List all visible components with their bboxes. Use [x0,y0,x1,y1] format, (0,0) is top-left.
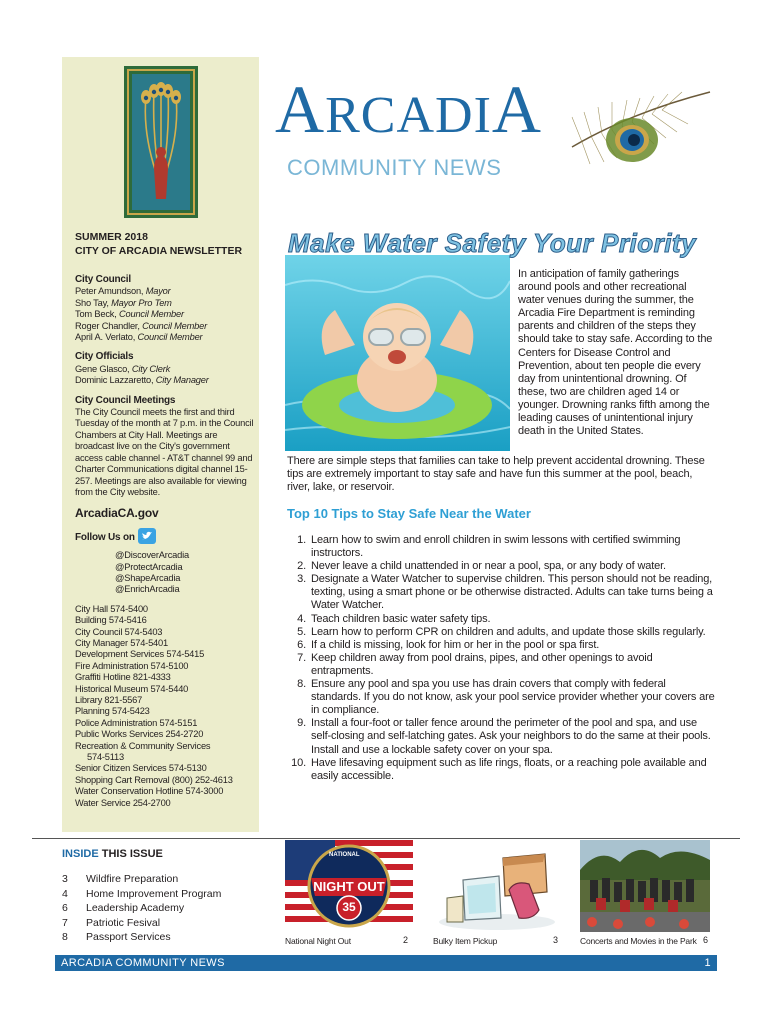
badge-number: 35 [342,900,356,914]
article-paragraph: There are simple steps that families can take to help prevent accidental drowning. These tips are extremely important to stay safe and have fun this summer at the pool, beach, river, lake, or reservoir. [287,455,705,494]
phone-entry: Library 821-5567 [75,695,143,705]
phone-entry: Building 574-5416 [75,615,147,626]
feature-page-number: 3 [553,935,559,945]
phone-entry: Planning 574-5423 [75,706,150,717]
inside-issue-heading: INSIDE THIS ISSUE [62,848,163,860]
phone-entry: 574-5113 [87,752,124,763]
footer-page-number: 1 [704,957,711,969]
toc-item[interactable]: 7 Patriotic Fesival [62,916,161,929]
phone-entry: Fire Administration 574-5100 [75,660,189,671]
article-intro: In anticipation of family gatherings around pools and other recreational water venues during the summer, the Arcadia Fire Department is reminding parents and children of the steps they should take to stay safe. According to the Centers for Disease Control and Prevention, about ten people die every day from unintentional drowning. Of these, two are children aged 14 or younger. Drowning ranks fifth among the leading causes of unintentional injury death in the United States. [518,268,713,438]
feature-caption[interactable]: National Night Out [285,936,351,946]
toc-item[interactable]: 3 Wildfire Preparation [62,873,179,885]
phone-entry: Public Works Services 254-2720 [75,729,204,740]
footer-label: ARCADIA COMMUNITY NEWS [61,957,225,969]
issue-season: SUMMER 2018 [75,231,148,243]
tips-list [287,534,717,783]
tip-item: 7. Keep children away from pool drains, pipes, and other openings to avoid entrapments. [297,651,653,677]
phone-entry: Senior Citizen Services 574-5130 [75,763,207,774]
tip-item: 2. Never leave a child unattended in or near a pool, spa, or any body of water. [297,560,666,573]
phone-entry: Water Conservation Hotline 574-3000 [75,786,224,797]
twitter-icon[interactable] [138,528,156,547]
phone-entry: City Manager 574-5401 [75,637,168,648]
phone-entry: Shopping Cart Removal (800) 252-4613 [75,774,233,785]
social-handle[interactable]: @EnrichArcadia [115,584,180,595]
section-divider [32,838,740,839]
council-heading: City Council [75,274,131,285]
sidebar-content [75,230,255,809]
feature-caption[interactable]: Concerts and Movies in the Park [580,936,697,946]
meetings-text: The City Council meets the first and third Tuesday of the month at 7 p.m. in the Council Chambers at City Hall. Meetings are broadcast live on the City's government access cable channel - AT&T channel 99 and Charter Communications digital channel 15-257. Meetings are also available for viewing from the City website. [75,407,254,497]
masthead-subtitle: COMMUNITY NEWS [287,155,502,180]
feature-caption[interactable]: Bulky Item Pickup [433,936,498,946]
website-link[interactable]: ArcadiaCA.gov [75,506,159,521]
feature-page-number: 2 [403,935,409,945]
social-handles [115,550,255,596]
council-member: Roger Chandler, Council Member [75,320,207,331]
concert-photo[interactable] [580,840,710,932]
phone-entry: City Hall 574-5400 [75,603,148,614]
follow-us-label: Follow Us on [75,531,135,543]
bulky-item-image[interactable] [433,840,561,932]
tips-heading: Top 10 Tips to Stay Safe Near the Water [287,506,531,521]
council-member: Peter Amundson, Mayor [75,286,171,297]
badge-top-text: NATIONAL [329,852,360,858]
phone-entry: Police Administration 574-5151 [75,717,198,728]
issue-newsletter-name: CITY OF ARCADIA NEWSLETTER [75,245,243,257]
tip-item: 5. Learn how to perform CPR on children and adults, and update those skills regularly. [297,625,706,638]
social-handle[interactable]: @ProtectArcadia [115,561,183,572]
tip-item: 1. Learn how to swim and enroll children in swim lessons with certified swimming instructors. [297,534,681,560]
social-handle[interactable]: @ShapeArcadia [115,572,181,583]
city-official: Dominic Lazzaretto, City Manager [75,375,209,386]
toc-item[interactable]: 8 Passport Services [62,931,171,944]
peacock-logo [62,57,259,227]
meetings-heading: City Council Meetings [75,394,176,406]
phone-entry: Recreation & Community Services [75,740,211,751]
badge-main-text: NIGHT OUT [313,879,385,894]
tip-item: 10. Have lifesaving equipment such as life rings, floats, or a reaching pole available and easily accessible. [291,756,707,782]
council-member: Tom Beck, Council Member [75,309,184,320]
national-night-out-image[interactable] [285,840,413,932]
inside-issue-list [62,872,221,945]
article-headline: Make Water Safety Your Priority [288,228,697,258]
city-official: Gene Glasco, City Clerk [75,363,171,374]
tip-item: 4. Teach children basic water safety tips. [297,612,491,625]
phone-entry: City Council 574-5403 [75,626,163,637]
toc-item[interactable]: 6 Leadership Academy [62,902,185,915]
officials-heading: City Officials [75,351,134,363]
council-member: April A. Verlato, Council Member [75,332,203,343]
social-handle[interactable]: @DiscoverArcadia [115,550,189,561]
footer-bar [55,955,717,971]
tip-item: 3. Designate a Water Watcher to supervise children. This person should not be reading, texting, using a smart phone or be otherwise distracted. Adults can take turns being a Water Watcher. [297,573,713,612]
toc-item[interactable]: 4 Home Improvement Program [62,887,222,900]
tip-item: 6. If a child is missing, look for him or her in the pool or spa first. [297,638,600,651]
phone-directory [75,604,255,809]
follow-us [75,528,255,547]
child-swimming-photo [285,255,510,451]
phone-entry: Water Service 254-2700 [75,797,171,808]
phone-entry: Graffiti Hotline 821-4333 [75,672,171,683]
tip-item: 8. Ensure any pool and spa you use has drain covers that comply with federal standards. If you do not know, ask your pool service provider whether your covers are in compliance. [297,678,715,717]
council-member: Sho Tay, Mayor Pro Tem [75,297,172,308]
phone-entry: Development Services 574-5415 [75,649,205,660]
feature-page-number: 6 [703,935,709,945]
masthead-title: ARCADIA [275,71,543,147]
tip-item: 9. Install a four-foot or taller fence around the perimeter of the pool and spa, and use self-closing and self-latching gates. Ask your neighbors to do the same at their pools. Install and use a lockable safety cover on your spa. [297,717,711,756]
phone-entry: Historical Museum 574-5440 [75,683,189,694]
